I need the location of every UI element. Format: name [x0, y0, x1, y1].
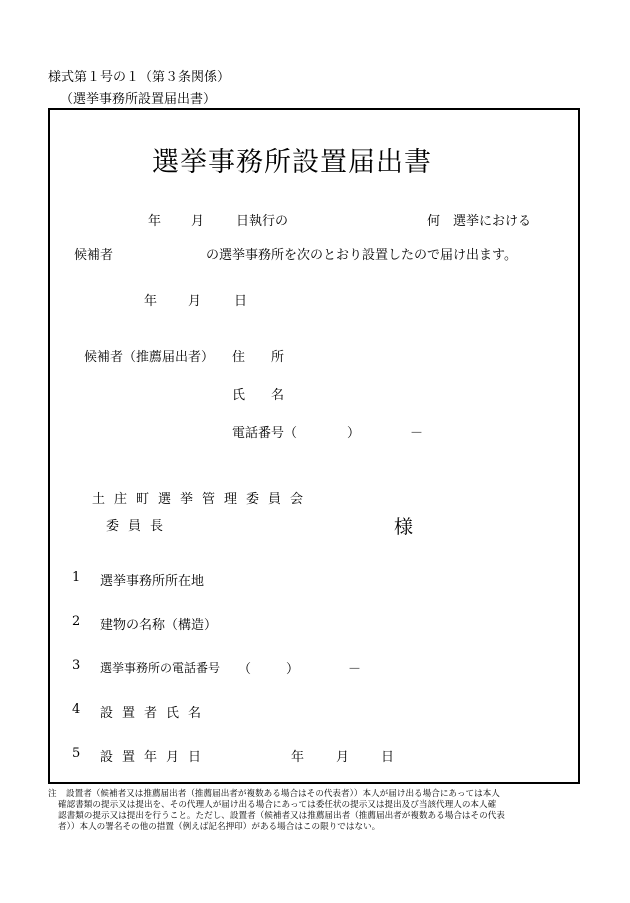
item-1-num: 1: [72, 570, 81, 585]
intro-election: 何 選挙における: [427, 214, 532, 229]
note-label: 注: [48, 789, 57, 799]
form-subtitle: （選挙事務所設置届出書）: [60, 92, 217, 107]
item-3-label: 選挙事務所の電話番号: [100, 661, 221, 675]
item-2-label: 建物の名称（構造）: [100, 618, 218, 633]
intro-month: 月: [191, 214, 205, 229]
date-day: 日: [234, 294, 248, 309]
item-2-num: 2: [72, 614, 81, 629]
phone-close: ）: [347, 426, 361, 441]
note-line-3: 認書類の提示又は提出を行うこと。ただし、設置者（候補者又は推薦届出者（推薦届出者が複数ある場合はその代表: [58, 811, 505, 821]
committee-name: 土庄町選挙管理委員会: [92, 492, 313, 507]
name-label: 氏 名: [232, 388, 285, 403]
phone-dash: －: [410, 426, 424, 441]
date-month: 月: [188, 294, 202, 309]
item-5-label: 設置年月日: [100, 750, 211, 765]
form-title: 選挙事務所設置届出書: [152, 147, 432, 178]
item-3-num: 3: [72, 658, 81, 673]
item-3-open: （: [238, 662, 252, 677]
item-5-num: 5: [72, 746, 81, 761]
item-1-label: 選挙事務所所在地: [100, 574, 205, 589]
date-year: 年: [144, 294, 158, 309]
item-5-day: 日: [381, 750, 395, 765]
intro-year: 年: [148, 214, 162, 229]
form-frame: [48, 108, 580, 784]
item-4-label: 設置者氏名: [100, 706, 211, 721]
intro-statement: の選挙事務所を次のとおり設置したので届け出ます。: [206, 248, 517, 263]
item-5-month: 月: [336, 750, 350, 765]
address-label: 住 所: [232, 350, 285, 365]
applicant-label: 候補者（推薦届出者）: [84, 350, 215, 365]
form-id: 様式第１号の１（第３条関係）: [48, 70, 231, 85]
phone-label: 電話番号（: [232, 426, 298, 441]
note-line-4: 者））本人の署名その他の措置（例えば記名押印）がある場合はこの限りではない。: [58, 822, 381, 832]
item-4-num: 4: [72, 702, 81, 717]
honorific: 様: [394, 516, 414, 538]
item-3-close: ）: [286, 662, 300, 677]
chair-title: 委員長: [106, 519, 173, 534]
item-5-year: 年: [291, 750, 305, 765]
intro-candidate: 候補者: [74, 248, 114, 263]
note-line-1: 設置者（候補者又は推薦届出者（推薦届出者が複数ある場合はその代表者））本人が届け出る場合にあっては本人: [66, 789, 500, 799]
note-line-2: 確認書類の提示又は提出を、その代理人が届け出る場合にあっては委任状の提示又は提出及び当該代理人の本人確: [58, 800, 497, 810]
item-3-dash: －: [348, 662, 362, 677]
intro-day-exec: 日執行の: [236, 214, 289, 229]
